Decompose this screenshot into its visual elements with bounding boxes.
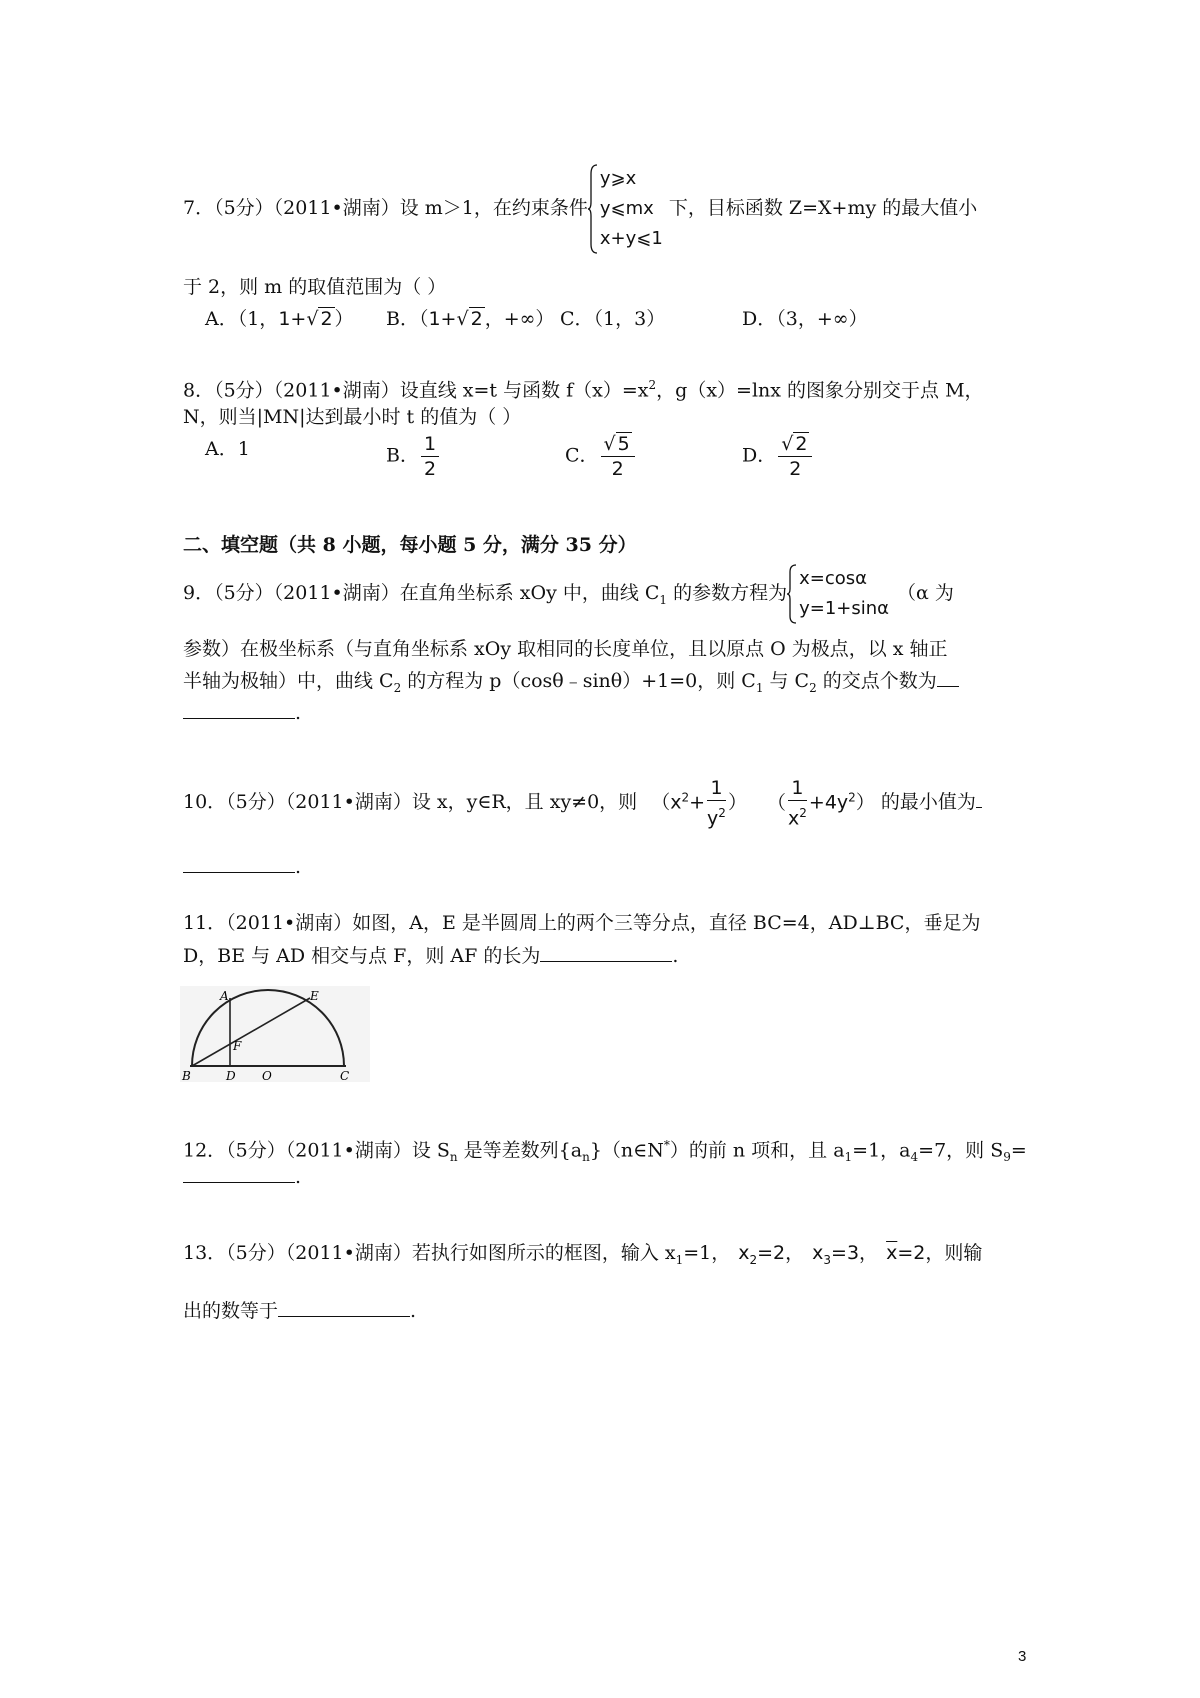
q8-d-radicand: 2 <box>795 433 808 455</box>
q7-suffix: 下，目标函数 Z=X+my 的最大值小 <box>662 197 978 219</box>
q13-x3-val: =3， <box>831 1242 879 1264</box>
q7-constraint-3: x+y⩽1 <box>599 228 663 249</box>
q8-line2-text: N，则当|MN|达到最小时 t 的值为（ ） <box>183 406 522 428</box>
q7-prefix: 7．（5分）（2011•湖南）设 m＞1，在约束条件 <box>183 197 588 219</box>
q10-p2-frac <box>788 776 807 830</box>
q10-end: . <box>295 856 302 878</box>
q7-b-expr: 1+√ 2 <box>428 308 483 330</box>
q13-x2-sub: 2 <box>749 1252 758 1267</box>
q9-eq2: y=1+sinα <box>799 598 890 619</box>
q10-p2-den <box>788 801 807 830</box>
q13-suffix: ，则输 <box>925 1242 983 1264</box>
q8-c-num: √ 5 <box>601 432 635 457</box>
q7-a-expr: 1+√ 2 <box>278 308 333 330</box>
q8-b-den: 2 <box>423 458 437 480</box>
q7-a-close: ） <box>334 308 354 330</box>
q10-p1-den-base: y <box>707 807 719 830</box>
q11-line2 <box>183 943 678 969</box>
q8-sup: 2 <box>648 378 657 392</box>
q9-end: . <box>295 702 302 724</box>
page-number: 3 <box>1018 1648 1027 1665</box>
q8-d-den: 2 <box>789 458 802 480</box>
q8-d-fraction <box>778 432 812 481</box>
q7-d-text: D．（3，+∞） <box>742 308 868 330</box>
q9-sub1: 1 <box>659 592 668 607</box>
q10-p2-den-base: x <box>788 807 800 830</box>
q10-expression <box>651 776 875 830</box>
q7-constraint-system <box>588 164 663 254</box>
section-heading <box>183 532 637 558</box>
q9-answer-blank-a[interactable] <box>937 668 959 687</box>
q9-prefix: 9．（5分）（2011•湖南）在直角坐标系 xOy 中，曲线 C <box>183 582 660 604</box>
q9-line1 <box>183 564 954 624</box>
brace-icon <box>588 164 598 254</box>
q13-line2-text: 出的数等于 <box>183 1300 279 1322</box>
q12-sup-star: * <box>663 1138 670 1152</box>
q8-c-label: C． <box>565 444 599 467</box>
q8-option-d <box>742 432 814 481</box>
q8-c-fraction <box>601 432 635 481</box>
q8-b-fraction <box>421 432 439 481</box>
q12-mid3: ）的前 n 项和，且 a <box>669 1139 845 1162</box>
q10-p1-sup: 2 <box>681 790 690 805</box>
q13-answer-blank[interactable] <box>278 1298 410 1317</box>
q13-x2-base: x <box>738 1242 750 1264</box>
q8-option-a <box>205 436 250 462</box>
q12-line1 <box>183 1132 1027 1170</box>
q9-sub3: 1 <box>755 680 764 695</box>
q10-p1-close: ） <box>727 791 747 814</box>
q13-prefix: 13．（5分）（2011•湖南）若执行如图所示的框图，输入 x <box>183 1242 676 1264</box>
q10-p2-sup: 2 <box>848 790 856 805</box>
label-c: C <box>340 1069 350 1082</box>
q12-mid5: =7，则 S <box>918 1139 1004 1162</box>
q11-line1-text: 11．（2011•湖南）如图，A，E 是半圆周上的两个三等分点，直径 BC=4，AD⊥BC，垂足为 <box>183 912 981 934</box>
label-d: D <box>226 1069 236 1082</box>
q9-mid: 的参数方程为 <box>667 582 788 604</box>
q8-c-radicand: 5 <box>617 433 630 455</box>
q10-p1-den <box>707 801 726 830</box>
q7-c-text: C．（1，3） <box>560 308 666 330</box>
q9-line2-text: 参数）在极坐标系（与直角坐标系 xOy 取相同的长度单位，且以原点 O 为极点，以 x 轴正 <box>183 638 948 660</box>
q13-end: . <box>410 1300 417 1322</box>
q7-b-radicand: 2 <box>470 308 483 330</box>
q7-b-close: ，+∞） <box>484 308 555 330</box>
q7-line2 <box>183 274 446 300</box>
q12-sub-n: n <box>449 1150 458 1165</box>
q10-p1-plus: + <box>689 791 706 814</box>
q13-x3 <box>812 1242 879 1267</box>
label-e: E <box>310 989 319 1003</box>
q10-suffix: 的最小值为 <box>874 791 976 814</box>
q9-line3a: 半轴为极轴）中，曲线 C <box>183 670 394 692</box>
q8-b-label: B． <box>386 444 419 467</box>
q9-eq1: x=cosα <box>799 568 867 589</box>
q9-sub4: 2 <box>809 680 817 695</box>
q9-line4 <box>183 700 301 726</box>
q10-answer-blank[interactable] <box>183 854 295 873</box>
q9-param-system <box>787 564 889 624</box>
q8-c-den: 2 <box>611 458 624 480</box>
section-heading-text: 二、填空题（共 8 小题，每小题 5 分，满分 35 分） <box>183 534 637 556</box>
semicircle-figure <box>180 986 370 1082</box>
q8-line1 <box>183 372 984 403</box>
q12-prefix: 12．（5分）（2011•湖南）设 S <box>183 1139 450 1162</box>
label-a: A <box>220 989 229 1003</box>
q13-x3-sub: 3 <box>823 1252 832 1267</box>
q10-p2-open: （ <box>767 791 787 814</box>
q13-xbar-base: $\overline{x}$ <box>886 1242 898 1264</box>
q7-constraint-1: y⩾x <box>599 168 637 189</box>
q10-prefix: 10．（5分）（2011•湖南）设 x，y∈R，且 xy≠0，则 <box>183 791 638 814</box>
q12-line2 <box>183 1164 301 1190</box>
q7-option-a <box>205 306 354 332</box>
q7-a-radicand: 2 <box>320 308 333 330</box>
q9-line3 <box>183 668 959 701</box>
q12-sub-1: 1 <box>844 1150 853 1165</box>
q7-a-val: 1+ <box>278 308 307 330</box>
q7-b-label: B．（ <box>386 308 429 330</box>
q10-line1 <box>183 776 982 830</box>
q10-p2-close: ） <box>855 791 875 814</box>
q10-p1-den-sup: 2 <box>718 806 726 820</box>
q13-mid1: =1， <box>683 1242 731 1264</box>
label-f: F <box>233 1039 242 1053</box>
q12-sub-n2: n <box>582 1150 590 1165</box>
q8-a-text: A．1 <box>205 438 250 460</box>
q8-d-label: D． <box>742 444 777 467</box>
label-o: O <box>262 1069 272 1082</box>
q7-option-c <box>560 306 665 332</box>
q11-answer-blank[interactable] <box>540 943 672 962</box>
q9-sub2: 2 <box>393 680 402 695</box>
q7-a-label: A．（1， <box>205 308 279 330</box>
label-b: B <box>182 1069 191 1082</box>
q12-end: . <box>295 1166 302 1188</box>
q8-option-b <box>386 432 441 481</box>
q7-option-d <box>742 306 868 332</box>
q7-line1 <box>183 164 977 254</box>
q8-line2 <box>183 404 521 430</box>
brace-icon <box>787 564 797 624</box>
q10-p1-open: （x <box>651 791 682 814</box>
q8-line1-text: 8．（5分）（2011•湖南）设直线 x=t 与函数 f（x）=x <box>183 379 649 402</box>
q7-line2-text: 于 2，则 m 的取值范围为（ ） <box>183 276 447 298</box>
q13-line2 <box>183 1298 416 1324</box>
q13-x3-base: x <box>812 1242 824 1264</box>
q7-option-b <box>386 306 554 332</box>
q9-line2 <box>183 636 948 662</box>
q10-line2 <box>183 854 301 880</box>
q8-line1b: ，g（x）=lnx 的图象分别交于点 M， <box>656 379 984 402</box>
q10-p2-num: 1 <box>788 776 807 801</box>
q7-b-val: 1+ <box>428 308 457 330</box>
q13-x2-val: =2， <box>757 1242 805 1264</box>
q12-mid4: =1，a <box>852 1139 911 1162</box>
q12-sub-4: 4 <box>910 1150 919 1165</box>
q13-x2 <box>738 1242 805 1267</box>
q8-b-num: 1 <box>421 432 439 457</box>
q13-xbar-val: =2 <box>897 1242 926 1264</box>
q7-constraint-2: y⩽mx <box>599 198 654 219</box>
q10-p2-den-sup: 2 <box>799 806 807 820</box>
q12-answer-blank[interactable] <box>183 1164 295 1183</box>
q13-xbar <box>886 1242 925 1264</box>
q8-option-c <box>565 432 637 481</box>
q9-suffix: （α 为 <box>897 582 954 604</box>
q8-d-num: √ 2 <box>778 432 812 457</box>
q12-mid6: = <box>1010 1139 1027 1162</box>
q9-line3b: 的方程为 p（cosθ﹣sinθ）+1=0，则 C <box>401 670 756 692</box>
q12-sub-9: 9 <box>1003 1150 1011 1165</box>
q9-answer-blank[interactable] <box>183 700 295 719</box>
q11-line1 <box>183 910 980 936</box>
q12-mid1: 是等差数列{a <box>457 1139 583 1162</box>
q12-mid2: }（n∈N <box>589 1139 664 1162</box>
q10-p2-plus: +4y <box>808 791 849 814</box>
q13-line1 <box>183 1240 982 1273</box>
q13-sub1: 1 <box>675 1252 684 1267</box>
q11-end: . <box>672 945 679 967</box>
q10-p1-num: 1 <box>707 776 726 801</box>
q9-line3d: 的交点个数为 <box>816 670 937 692</box>
q10-p1-frac <box>707 776 726 830</box>
q9-line3c: 与 C <box>763 670 810 692</box>
q10-answer-blank-a[interactable] <box>976 789 982 808</box>
q11-line2-text: D，BE 与 AD 相交与点 F，则 AF 的长为 <box>183 945 541 967</box>
